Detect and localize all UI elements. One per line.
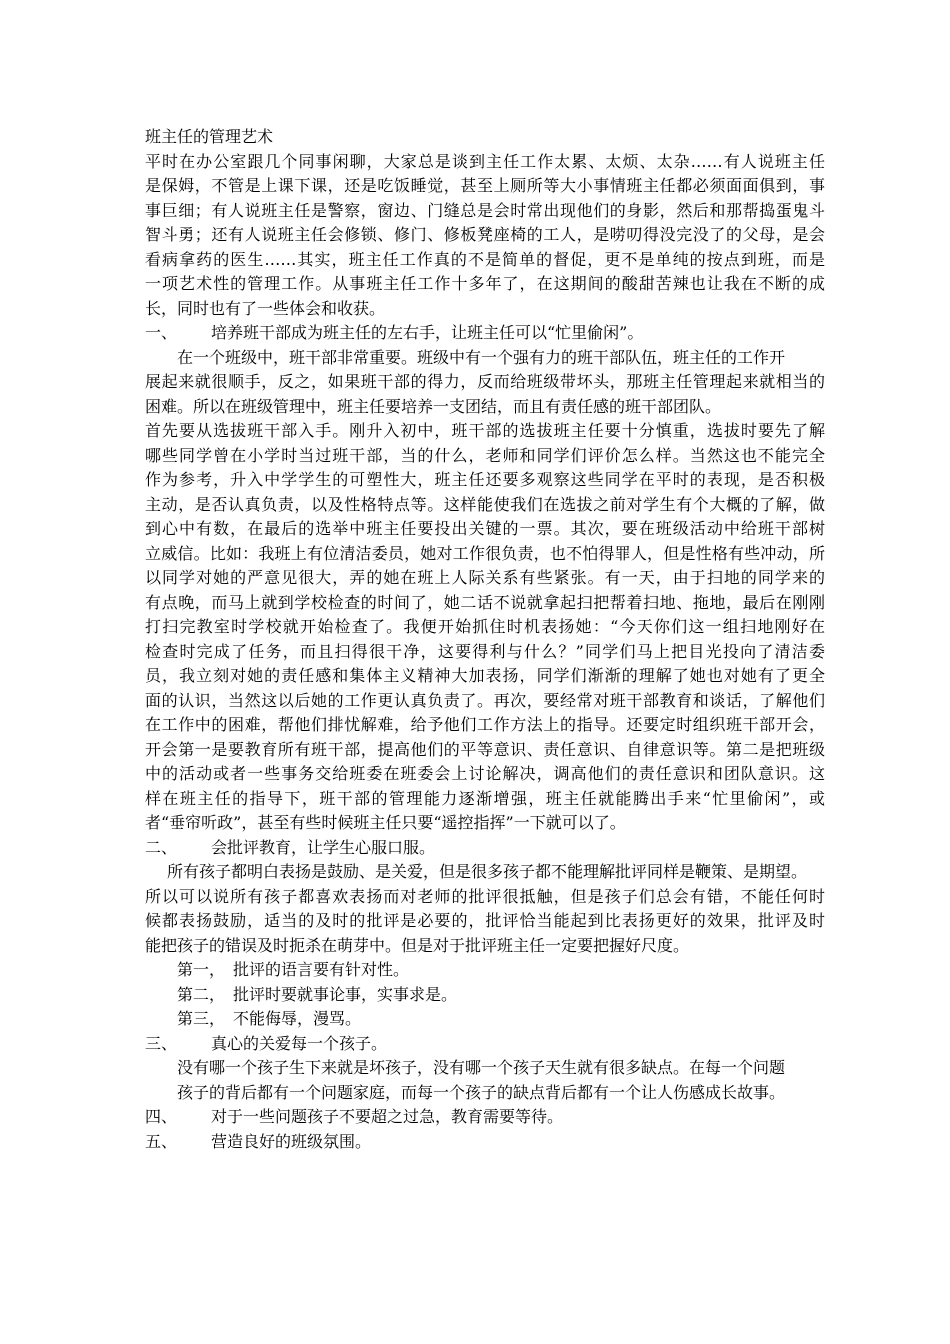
paragraph-line: 在工作中的困难，帮他们排忧解难，给予他们工作方法上的指导。还要定时组织班干部开会， bbox=[145, 715, 825, 734]
intro-line: 平时在办公室跟几个同事闲聊，大家总是谈到主任工作太累、太烦、太杂……有人说班主任 bbox=[145, 151, 825, 171]
paragraph-line: 能把孩子的错误及时扼杀在萌芽中。但是对于批评班主任一定要把握好尺度。 bbox=[145, 935, 690, 955]
section-title: 对于一些问题孩子不要超之过急，教育需要等待。 bbox=[211, 1107, 564, 1126]
intro-line: 事巨细；有人说班主任是警察，窗边、门缝总是会时常出现他们的身影，然后和那帮捣蛋鬼斗 bbox=[145, 200, 825, 220]
paragraph-line: 立威信。比如：我班上有位清洁委员，她对工作很负责，也不怕得罪人，但是性格有些冲动，所 bbox=[145, 543, 825, 563]
intro-paragraph bbox=[145, 150, 825, 322]
section-number: 四、 bbox=[145, 1107, 178, 1126]
intro-line: 长，同时也有了一些体会和收获。 bbox=[145, 298, 386, 318]
paragraph-line: 样在班主任的指导下，班干部的管理能力逐渐增强，班主任就能腾出手来“忙里偷闲”，或 bbox=[145, 788, 825, 808]
paragraph-line: 首先要从选拔班干部入手。刚升入初中，班干部的选拔班主任要十分慎重，选拔时要先了解 bbox=[145, 421, 825, 440]
paragraph-line: 哪些同学曾在小学时当过班干部，当的什么，老师和同学们评价怎么样。当然这也不能完全 bbox=[145, 445, 825, 465]
paragraph-line: 所有孩子都明白表扬是鼓励、是关爱，但是很多孩子都不能理解批评同样是鞭策、是期望。 bbox=[167, 862, 808, 881]
paragraph-line: 在一个班级中，班干部非常重要。班级中有一个强有力的班干部队伍，班主任的工作开 bbox=[177, 347, 786, 367]
section-number: 三、 bbox=[145, 1033, 178, 1053]
paragraph-line: 所以可以说所有孩子都喜欢表扬而对老师的批评很抵触，但是孩子们总会有错，不能任何时 bbox=[145, 886, 825, 906]
section-2-heading bbox=[145, 836, 825, 861]
list-item bbox=[145, 983, 825, 1008]
section-title: 真心的关爱每一个孩子。 bbox=[211, 1033, 388, 1053]
section-title: 培养班干部成为班主任的左右手，让班主任可以“忙里偷闲”。 bbox=[211, 323, 644, 342]
paragraph-line: 员，我立刻对她的责任感和集体主义精神大加表扬，同学们渐渐的理解了她也对她有了更全 bbox=[145, 666, 825, 685]
section-2-paragraph bbox=[145, 860, 825, 958]
paragraph-line: 者“垂帘听政”，甚至有些时候班主任只要“遥控指挥”一下就可以了。 bbox=[145, 813, 626, 832]
section-number: 五、 bbox=[145, 1131, 178, 1151]
paragraph-line: 有点晚，而马上就到学校检查的时间了，她二话不说就拿起扫把帮着扫地、拖地，最后在刚刚 bbox=[145, 592, 825, 612]
paragraph-line: 到心中有数，在最后的选举中班主任要投出关键的一票。其次，要在班级活动中给班干部树 bbox=[145, 519, 825, 538]
paragraph-line: 没有哪一个孩子生下来就是坏孩子，没有哪一个孩子天生就有很多缺点。在每一个问题 bbox=[177, 1058, 786, 1077]
intro-line: 看病拿药的医生……其实，班主任工作真的不是简单的督促，更不是单纯的按点到班，而是 bbox=[145, 249, 825, 269]
paragraph-line: 面的认识，当然这以后她的工作更认真负责了。再次，要经常对班干部教育和谈话，了解他们 bbox=[145, 690, 825, 710]
section-2-points bbox=[145, 958, 825, 1032]
section-number: 一、 bbox=[145, 323, 178, 342]
list-item bbox=[145, 958, 825, 983]
paragraph-line: 检查时完成了任务，而且扫得很干净，这要得利与什么？”同学们马上把目光投向了清洁委 bbox=[145, 641, 825, 661]
section-title: 营造良好的班级氛围。 bbox=[211, 1131, 372, 1151]
paragraph-line: 展起来就很顺手，反之，如果班干部的得力，反而给班级带坏头，那班主任管理起来就相当的 bbox=[145, 372, 825, 391]
paragraph-line: 打扫完教室时学校就开始检查了。我便开始抓住时机表扬她：“今天你们这一组扫地刚好在 bbox=[145, 617, 825, 636]
paragraph-line: 困难。所以在班级管理中，班主任要培养一支团结，而且有责任感的班干部团队。 bbox=[145, 396, 722, 416]
paragraph-line: 以同学对她的严意见很大，弄的她在班上人际关系有些紧张。有一天，由于扫地的同学来的 bbox=[145, 568, 825, 587]
point-text: 批评的语言要有针对性。 bbox=[233, 960, 410, 979]
point-number: 第一， bbox=[177, 960, 226, 979]
paragraph-line: 作为参考，升入中学学生的可塑性大，班主任还要多观察这些同学在平时的表现，是否积极 bbox=[145, 470, 825, 489]
intro-line: 一项艺术性的管理工作。从事班主任工作十多年了，在这期间的酸甜苦辣也让我在不断的成 bbox=[145, 274, 825, 293]
intro-line: 是保姆，不管是上课下课，还是吃饭睡觉，甚至上厕所等大小事情班主任都必须面面俱到，事 bbox=[145, 176, 825, 195]
paragraph-line: 主动，是否认真负责，以及性格特点等。这样能使我们在选拔之前对学生有个大概的了解，做 bbox=[145, 494, 825, 514]
document-page bbox=[145, 125, 825, 1154]
section-1-paragraph-2 bbox=[145, 419, 825, 836]
section-5-heading bbox=[145, 1130, 825, 1155]
section-title: 会批评教育，让学生心服口服。 bbox=[211, 837, 436, 857]
section-4-heading bbox=[145, 1105, 825, 1130]
intro-line: 智斗勇；还有人说班主任会修锁、修门、修板凳座椅的工人，是唠叨得没完没了的父母，是会 bbox=[145, 225, 825, 244]
section-number: 二、 bbox=[145, 837, 178, 857]
paragraph-line: 开会第一是要教育所有班干部，提高他们的平等意识、责任意识、自律意识等。第二是把班级 bbox=[145, 739, 825, 759]
point-number: 第三， bbox=[177, 1009, 226, 1028]
section-3-heading bbox=[145, 1032, 825, 1057]
section-1-heading bbox=[145, 321, 825, 346]
point-number: 第二， bbox=[177, 984, 226, 1004]
point-text: 不能侮辱，漫骂。 bbox=[233, 1009, 362, 1028]
paragraph-line: 候都表扬鼓励，适当的及时的批评是必要的，批评恰当能起到比表扬更好的效果，批评及时 bbox=[145, 911, 825, 930]
section-3-paragraph bbox=[145, 1056, 825, 1105]
document-title: 班主任的管理艺术 bbox=[145, 127, 274, 146]
point-text: 批评时要就事论事，实事求是。 bbox=[233, 984, 458, 1004]
paragraph-line: 中的活动或者一些事务交给班委在班委会上讨论解决，调高他们的责任意识和团队意识。这 bbox=[145, 764, 825, 783]
paragraph-line: 孩子的背后都有一个问题家庭，而每一个孩子的缺点背后都有一个让人伤感成长故事。 bbox=[177, 1082, 786, 1102]
section-1-paragraph-1 bbox=[145, 346, 825, 420]
list-item bbox=[145, 1007, 825, 1032]
